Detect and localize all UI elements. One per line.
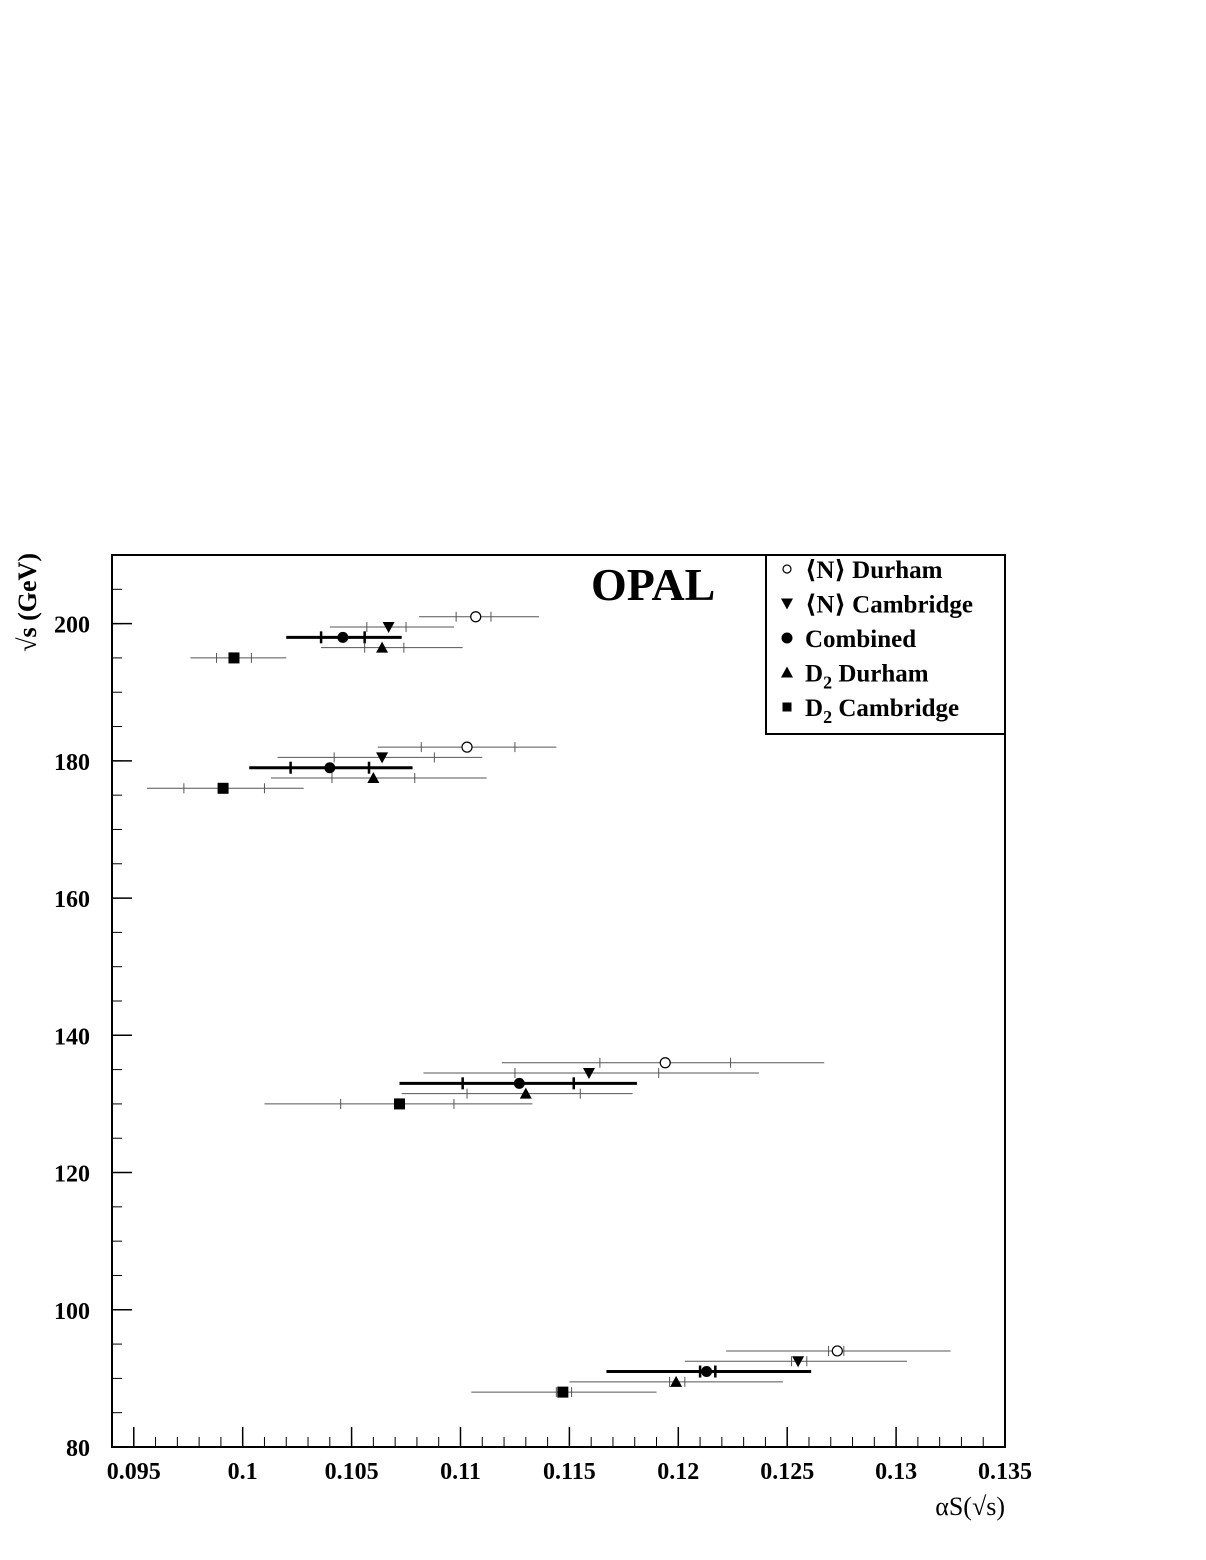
y-tick-label: 180 xyxy=(54,749,90,776)
series-d2-durham xyxy=(271,642,783,1387)
x-tick-label: 0.13 xyxy=(875,1459,918,1485)
data-point xyxy=(394,1098,405,1109)
legend-entry xyxy=(783,557,943,584)
y-axis-title: √s (GeV) xyxy=(13,553,42,652)
legend-marker xyxy=(783,703,792,712)
y-tick-label: 200 xyxy=(54,612,90,639)
y-tick-label: 100 xyxy=(54,1298,90,1325)
legend-label: Combined xyxy=(805,626,917,653)
data-point xyxy=(701,1366,712,1377)
x-axis-title: αS(√s) xyxy=(935,1492,1005,1521)
data-point xyxy=(228,652,239,663)
x-tick-label: 0.115 xyxy=(543,1459,596,1485)
legend-marker xyxy=(783,565,791,573)
x-tick-label: 0.105 xyxy=(324,1459,379,1485)
x-tick-label: 0.095 xyxy=(106,1459,161,1485)
data-point xyxy=(462,742,472,752)
data-point xyxy=(337,632,348,643)
x-tick-label: 0.135 xyxy=(978,1459,1032,1485)
data-point xyxy=(324,762,335,773)
series-d2-cambridge xyxy=(147,652,657,1397)
y-tick-label: 80 xyxy=(66,1436,90,1462)
x-tick-label: 0.11 xyxy=(440,1459,481,1485)
data-point xyxy=(514,1078,525,1089)
data-point xyxy=(557,1387,568,1398)
data-point xyxy=(660,1058,670,1068)
legend-label: ⟨N⟩ Durham xyxy=(805,557,943,584)
data-point xyxy=(218,783,229,794)
y-tick-label: 140 xyxy=(54,1024,90,1051)
legend-marker xyxy=(782,633,793,644)
legend-entry xyxy=(781,592,973,619)
experiment-label: OPAL xyxy=(591,559,716,610)
y-tick-label: 160 xyxy=(54,887,90,914)
legend-label: ⟨N⟩ Cambridge xyxy=(805,591,973,619)
y-tick-label: 120 xyxy=(54,1161,90,1188)
data-point xyxy=(832,1346,842,1356)
legend-label: $D_2$ Cambridge xyxy=(805,695,960,727)
x-tick-label: 0.125 xyxy=(760,1459,815,1485)
legend-label: $D_2$ Durham xyxy=(805,660,929,693)
data-point xyxy=(471,612,481,622)
x-tick-label: 0.1 xyxy=(227,1459,258,1485)
series-combined xyxy=(249,631,811,1377)
legend xyxy=(766,555,1005,734)
x-tick-label: 0.12 xyxy=(657,1459,700,1485)
